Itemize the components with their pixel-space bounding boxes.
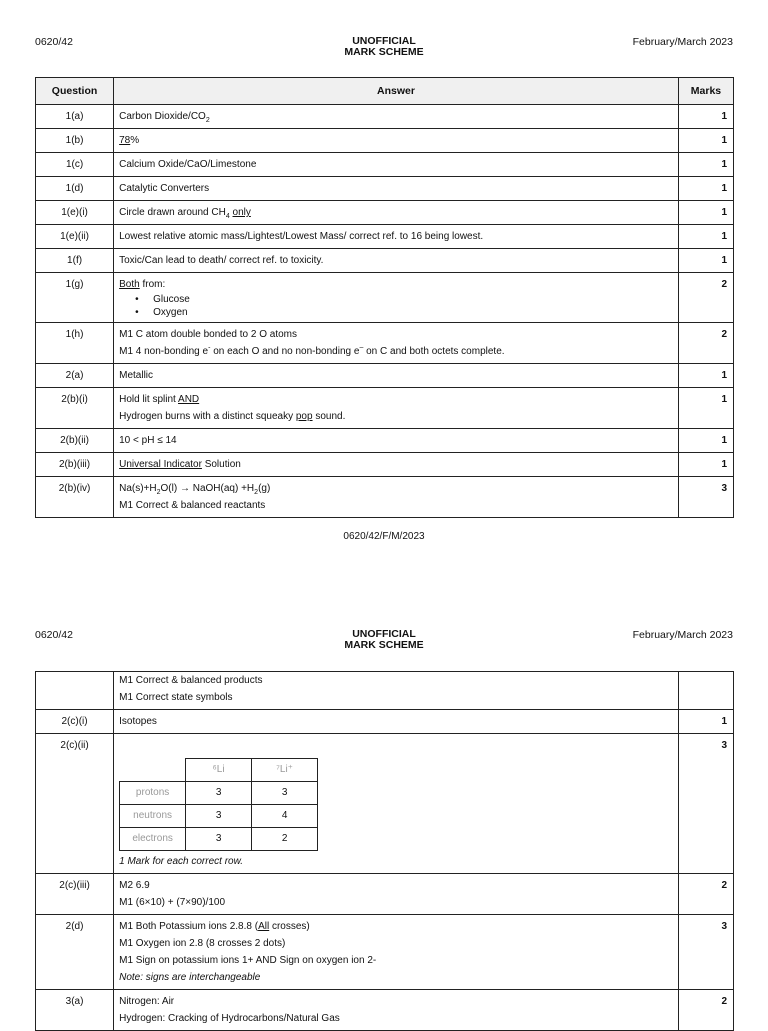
answer-cell [114, 734, 679, 874]
table-row [36, 874, 734, 915]
answer-cell [114, 388, 679, 429]
question-number: 1(e)(i) [36, 201, 114, 225]
paper-code: 0620/42 [35, 36, 73, 48]
underlined-text: 78 [119, 135, 131, 146]
list-item: • Glucose [135, 293, 673, 306]
isotope-value: 2 [252, 828, 318, 851]
answer-text: Circle drawn around CH [119, 207, 226, 218]
table-row [36, 273, 734, 323]
answer-line: M1 Sign on potassium ions 1+ AND Sign on oxygen ion 2- [119, 955, 377, 966]
blank-cell [120, 759, 186, 782]
question-number: 2(c)(i) [36, 710, 114, 734]
question-number: 1(e)(ii) [36, 225, 114, 249]
answer-text: Carbon Dioxide/CO [119, 111, 206, 122]
answer-text: from: [139, 279, 166, 290]
answer-text: Solution [201, 459, 241, 470]
answer-text: Hold lit splint [119, 394, 179, 405]
isotope-value: 3 [252, 782, 318, 805]
table-row [36, 249, 734, 273]
isotope-li6-header: ⁶Li [186, 759, 252, 782]
title-line-1: UNOFFICIAL [352, 628, 416, 640]
marking-note: Note: signs are interchangeable [119, 972, 261, 983]
answer-line: Hydrogen: Cracking of Hydrocarbons/Natural Gas [119, 1013, 340, 1024]
question-number: 2(b)(iii) [36, 453, 114, 477]
page1-header [0, 36, 768, 66]
underlined-text: pop [295, 411, 313, 422]
answer-text: O(l) → NaOH(aq) +H [160, 483, 255, 494]
table-row [36, 105, 734, 129]
chemical-equation [119, 480, 673, 497]
question-number: 1(a) [36, 105, 114, 129]
marks-cell: 1 [678, 177, 733, 201]
isotope-row [120, 828, 318, 851]
subscript: 2 [156, 489, 161, 496]
answer-text: on each O and no non-bonding e [210, 346, 360, 357]
marks-cell: 1 [678, 388, 733, 429]
isotope-table [119, 758, 318, 851]
title-line-2: MARK SCHEME [344, 639, 424, 651]
marks-cell: 2 [678, 874, 733, 915]
marks-cell: 2 [678, 323, 733, 364]
underlined-text: only [232, 207, 251, 218]
answer-cell [114, 129, 679, 153]
table-row [36, 477, 734, 518]
answer-text: on C and both octets complete. [363, 346, 505, 357]
bullet-list [119, 293, 673, 319]
marks-cell: 2 [678, 273, 733, 323]
underlined-text: AND [178, 394, 200, 405]
mark-scheme-table-page1 [35, 77, 734, 518]
row-label: electrons [120, 828, 186, 851]
table-row [36, 453, 734, 477]
answer-text: Hydrogen burns with a distinct squeaky [119, 411, 296, 422]
marks-cell: 1 [678, 453, 733, 477]
isotope-value: 3 [186, 782, 252, 805]
question-number: 2(d) [36, 915, 114, 990]
answer-line: M1 C atom double bonded to 2 O atoms [119, 329, 297, 340]
question-number: 2(c)(iii) [36, 874, 114, 915]
marks-cell: 1 [678, 364, 733, 388]
paper-code: 0620/42 [35, 629, 73, 641]
answer-cell [114, 201, 679, 225]
row-label: protons [120, 782, 186, 805]
table-row [36, 672, 734, 710]
question-number: 1(d) [36, 177, 114, 201]
exam-session: February/March 2023 [632, 629, 733, 641]
question-column-header: Question [36, 78, 114, 105]
answer-text: % [130, 135, 140, 146]
answer-line: M1 (6×10) + (7×90)/100 [119, 897, 226, 908]
marks-cell: 1 [678, 129, 733, 153]
answer-line [119, 391, 673, 408]
answer-line: M2 6.9 [119, 880, 150, 891]
table-header-row [36, 78, 734, 105]
isotope-row [120, 782, 318, 805]
marks-cell: 2 [678, 990, 733, 1031]
answer-cell: Toxic/Can lead to death/ correct ref. to toxicity. [114, 249, 679, 273]
table-row [36, 153, 734, 177]
exam-session: February/March 2023 [632, 36, 733, 48]
isotope-value: 4 [252, 805, 318, 828]
answer-cell: Isotopes [114, 710, 679, 734]
isotope-li7-ion-header: ⁷Li⁺ [252, 759, 318, 782]
underlined-text: All [258, 921, 270, 932]
marks-cell: 1 [678, 249, 733, 273]
table-row [36, 734, 734, 874]
answer-column-header: Answer [114, 78, 679, 105]
answer-line: M1 Correct & balanced products [119, 675, 263, 686]
page2-header [0, 629, 768, 659]
title-line-1: UNOFFICIAL [352, 35, 416, 47]
answer-cell [114, 874, 679, 915]
marks-cell: 1 [678, 710, 733, 734]
answer-cell [114, 453, 679, 477]
table-row [36, 177, 734, 201]
list-item: • Oxygen [135, 306, 673, 319]
marks-cell: 3 [678, 915, 733, 990]
table-row [36, 201, 734, 225]
question-number [36, 672, 114, 710]
underlined-text: Both [119, 279, 140, 290]
answer-line [119, 408, 673, 425]
isotope-row [120, 805, 318, 828]
superscript: – [359, 344, 364, 352]
marks-cell: 1 [678, 153, 733, 177]
question-number: 2(a) [36, 364, 114, 388]
answer-text: sound. [312, 411, 346, 422]
mark-scheme-table-page2 [35, 671, 734, 1031]
question-number: 1(h) [36, 323, 114, 364]
answer-text: M1 4 non-bonding e [119, 346, 209, 357]
answer-cell [114, 105, 679, 129]
page-footer: 0620/42/F/M/2023 [343, 531, 425, 542]
answer-text: Na(s)+H [119, 483, 157, 494]
question-number: 2(b)(ii) [36, 429, 114, 453]
table-row [36, 429, 734, 453]
question-number: 1(f) [36, 249, 114, 273]
answer-cell: Catalytic Converters [114, 177, 679, 201]
title-line-2: MARK SCHEME [344, 46, 424, 58]
answer-line: Nitrogen: Air [119, 996, 175, 1007]
table-row [36, 388, 734, 429]
answer-text: (g) [258, 483, 271, 494]
question-number: 1(c) [36, 153, 114, 177]
answer-text: crosses) [269, 921, 310, 932]
table-row [36, 225, 734, 249]
marks-cell [678, 672, 733, 710]
table-row [36, 364, 734, 388]
subscript: 2 [205, 117, 210, 124]
table-row [36, 990, 734, 1031]
answer-cell [114, 915, 679, 990]
subscript: 4 [225, 213, 230, 220]
table-row [36, 323, 734, 364]
answer-cell [114, 672, 679, 710]
marks-cell: 1 [678, 429, 733, 453]
question-number: 2(b)(i) [36, 388, 114, 429]
answer-text: M1 Both Potassium ions 2.8.8 ( [119, 921, 259, 932]
question-number: 1(b) [36, 129, 114, 153]
table-row [36, 710, 734, 734]
superscript: - [208, 344, 211, 352]
answer-cell: Calcium Oxide/CaO/Limestone [114, 153, 679, 177]
marks-column-header: Marks [678, 78, 733, 105]
isotope-header-row [120, 759, 318, 782]
answer-line [119, 918, 673, 935]
row-label: neutrons [120, 805, 186, 828]
marks-cell: 1 [678, 201, 733, 225]
answer-line [119, 343, 673, 360]
subscript: 2 [254, 489, 259, 496]
answer-cell: Lowest relative atomic mass/Lightest/Lowest Mass/ correct ref. to 16 being lowest. [114, 225, 679, 249]
table-row [36, 129, 734, 153]
marks-cell: 1 [678, 225, 733, 249]
answer-cell: Metallic [114, 364, 679, 388]
answer-cell [114, 990, 679, 1031]
answer-line: M1 Correct state symbols [119, 692, 233, 703]
isotope-value: 3 [186, 828, 252, 851]
answer-cell [114, 273, 679, 323]
answer-cell [114, 477, 679, 518]
marks-cell: 3 [678, 734, 733, 874]
answer-cell: 10 < pH ≤ 14 [114, 429, 679, 453]
question-number: 3(a) [36, 990, 114, 1031]
answer-line: M1 Correct & balanced reactants [119, 500, 266, 511]
isotope-value: 3 [186, 805, 252, 828]
underlined-text: Universal Indicator [119, 459, 202, 470]
marking-note: 1 Mark for each correct row. [119, 856, 244, 867]
table-row [36, 915, 734, 990]
answer-line: M1 Oxygen ion 2.8 (8 crosses 2 dots) [119, 938, 286, 949]
marks-cell: 3 [678, 477, 733, 518]
question-number: 2(b)(iv) [36, 477, 114, 518]
answer-cell [114, 323, 679, 364]
marks-cell: 1 [678, 105, 733, 129]
question-number: 2(c)(ii) [36, 734, 114, 874]
question-number: 1(g) [36, 273, 114, 323]
